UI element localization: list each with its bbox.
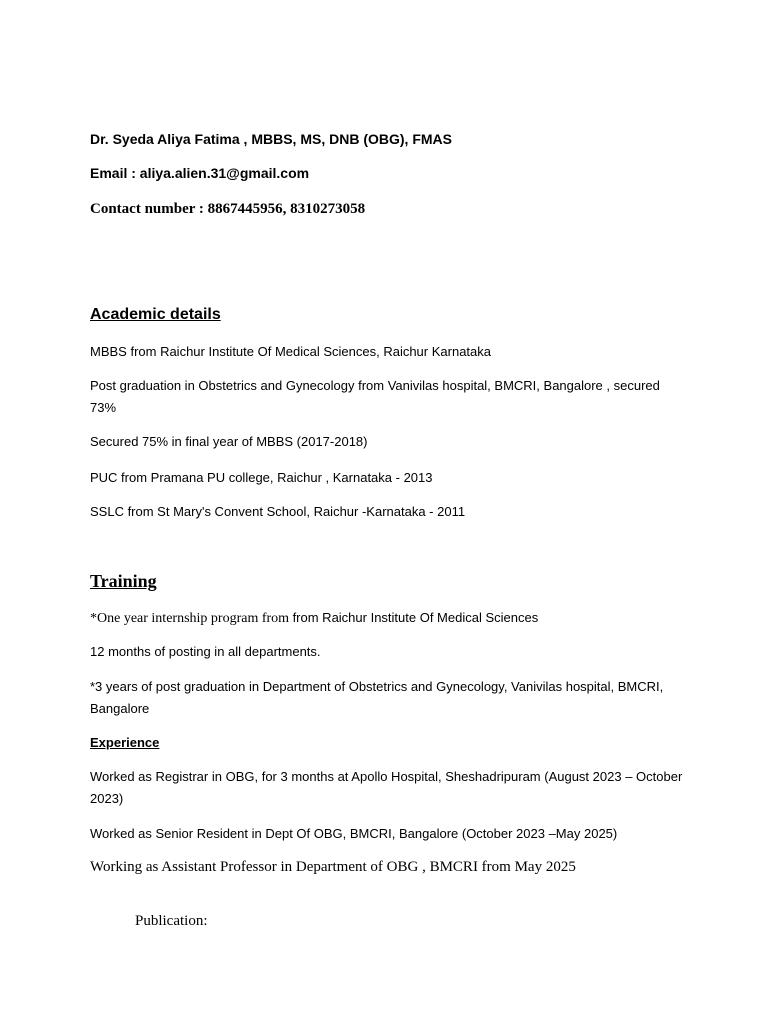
contact-number-line [90,200,365,218]
contact-line-text: Contact number : 8867445956, 8310273058 [90,201,366,217]
publication-heading: Publication: [135,913,208,929]
internship-prefix: *One year internship program from [90,611,293,626]
experience-item-senior-resident: Worked as Senior Resident in Dept Of OBG, BMCRI, Bangalore (October 2023 –May 2025) [90,826,618,841]
training-heading: Training [90,571,157,591]
academic-item-final-year: Secured 75% in final year of MBBS (2017-2018) [90,434,368,449]
academic-item-mbbs: MBBS from Raichur Institute Of Medical Sciences, Raichur Karnataka [90,344,491,359]
training-internship [90,609,538,627]
academic-item-puc: PUC from Pramana PU college, Raichur , Karnataka - 2013 [90,470,433,485]
name-and-degrees: Dr. Syeda Aliya Fatima , MBBS, MS, DNB (OBG), FMAS [90,131,452,147]
academic-item-sslc: SSLC from St Mary's Convent School, Raichur -Karnataka - 2011 [90,504,466,519]
email-line: Email : aliya.alien.31@gmail.com [90,165,310,181]
academic-item-postgrad: Post graduation in Obstetrics and Gynecology from Vanivilas hospital, BMCRI, Bangalore , secured 73% [90,378,660,415]
internship-institute: from Raichur Institute Of Medical Sciences [292,610,539,625]
experience-heading: Experience [90,735,160,750]
training-posting: 12 months of posting in all departments. [90,644,321,659]
experience-item-assistant-professor: Working as Assistant Professor in Department of OBG , BMCRI from May 2025 [90,859,576,875]
experience-item-registrar: Worked as Registrar in OBG, for 3 months at Apollo Hospital, Sheshadripuram (August 2023 – October 2023) [90,769,683,806]
academic-details-heading: Academic details [90,306,221,323]
training-postgrad: *3 years of post graduation in Department of Obstetrics and Gynecology, Vanivilas hospital, BMCRI, Bangalore [90,679,664,716]
